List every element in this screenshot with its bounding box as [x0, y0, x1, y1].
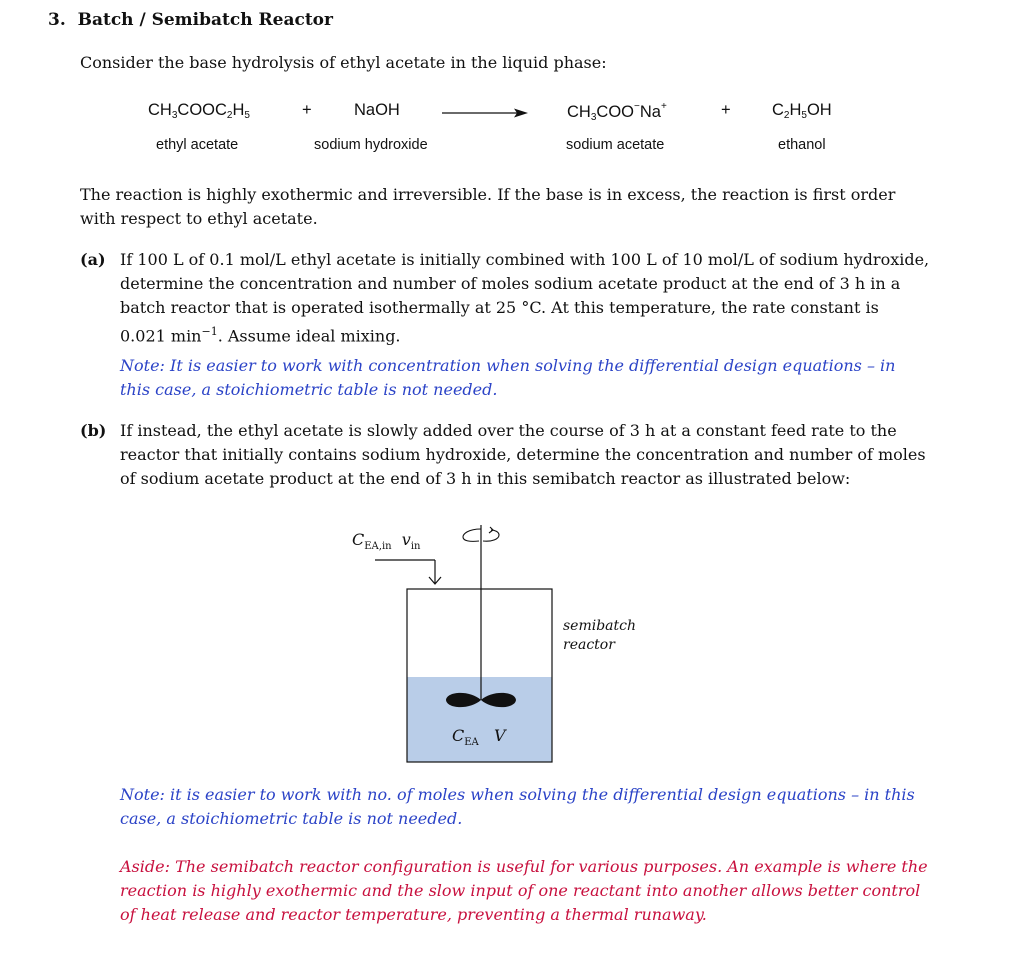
product-ethanol: $C_2H_5OH$ [772, 101, 832, 121]
label-sodium-acetate: sodium acetate [566, 137, 665, 153]
part-b-note: Note: it is easier to work with no. of moles when solving the differential design equations – in this case, a stoichiometric table is not needed. [120, 785, 915, 828]
section-title: Batch / Semibatch Reactor [77, 10, 333, 30]
part-b-label: (b) [80, 421, 107, 440]
label-ethyl-acetate: ethyl acetate [156, 137, 239, 153]
part-a-label: (a) [80, 250, 106, 269]
plus-sign-1: + [302, 101, 312, 119]
part-a-text: If 100 L of 0.1 mol/L ethyl acetate is initially combined with 100 L of 10 mol/L of sodium hydroxide, determine the concentration and number of moles sodium acetate product at the end of 3 h in a batch reactor that is operated isothermally at 25 °C. At this temperature, the rate constant is 0.021 $\min^{-1}$. Assume ideal mixing. [120, 250, 930, 346]
content-label: $C_{EA}$ V [452, 726, 506, 749]
plus-sign-2: + [721, 101, 731, 119]
reaction-arrow [442, 106, 528, 120]
intro-text: Consider the base hydrolysis of ethyl acetate in the liquid phase: [80, 53, 607, 72]
reactant-ethyl-acetate: $CH_3COOC_2H_5$ [148, 101, 250, 121]
feed-label: $C_{EA,in}$ $v_{in}$ [352, 530, 421, 553]
reactor-label: semibatch reactor [563, 618, 637, 653]
reactor-liquid [407, 677, 552, 762]
part-a-note: Note: It is easier to work with concentration when solving the differential design equations – in this case, a stoichiometric table is not needed. [120, 356, 896, 399]
part-b-text: If instead, the ethyl acetate is slowly added over the course of 3 h at a constant feed rate to the reactor that initially contains sodium hydroxide, determine the concentration and number of moles of sodium acetate product at the end of 3 h in this semibatch reactor as illustrated below: [120, 421, 926, 488]
description-paragraph: The reaction is highly exothermic and irreversible. If the base is in excess, the reaction is first order with respect to ethyl acetate. [80, 185, 896, 228]
reactant-sodium-hydroxide: NaOH [354, 101, 400, 119]
section-heading [48, 10, 333, 30]
label-sodium-hydroxide: sodium hydroxide [314, 137, 428, 153]
aside-note: Aside: The semibatch reactor configuration is useful for various purposes. An example is where the reaction is highly exothermic and the slow input of one reactant into another allows better control of heat release and reactor temperature, preventing a thermal runaway. [120, 857, 928, 924]
semibatch-reactor-diagram [350, 525, 670, 775]
product-sodium-acetate: $CH_3COO^-Na^+$ [567, 101, 667, 123]
section-number: 3. [48, 10, 66, 30]
label-ethanol: ethanol [778, 137, 826, 153]
